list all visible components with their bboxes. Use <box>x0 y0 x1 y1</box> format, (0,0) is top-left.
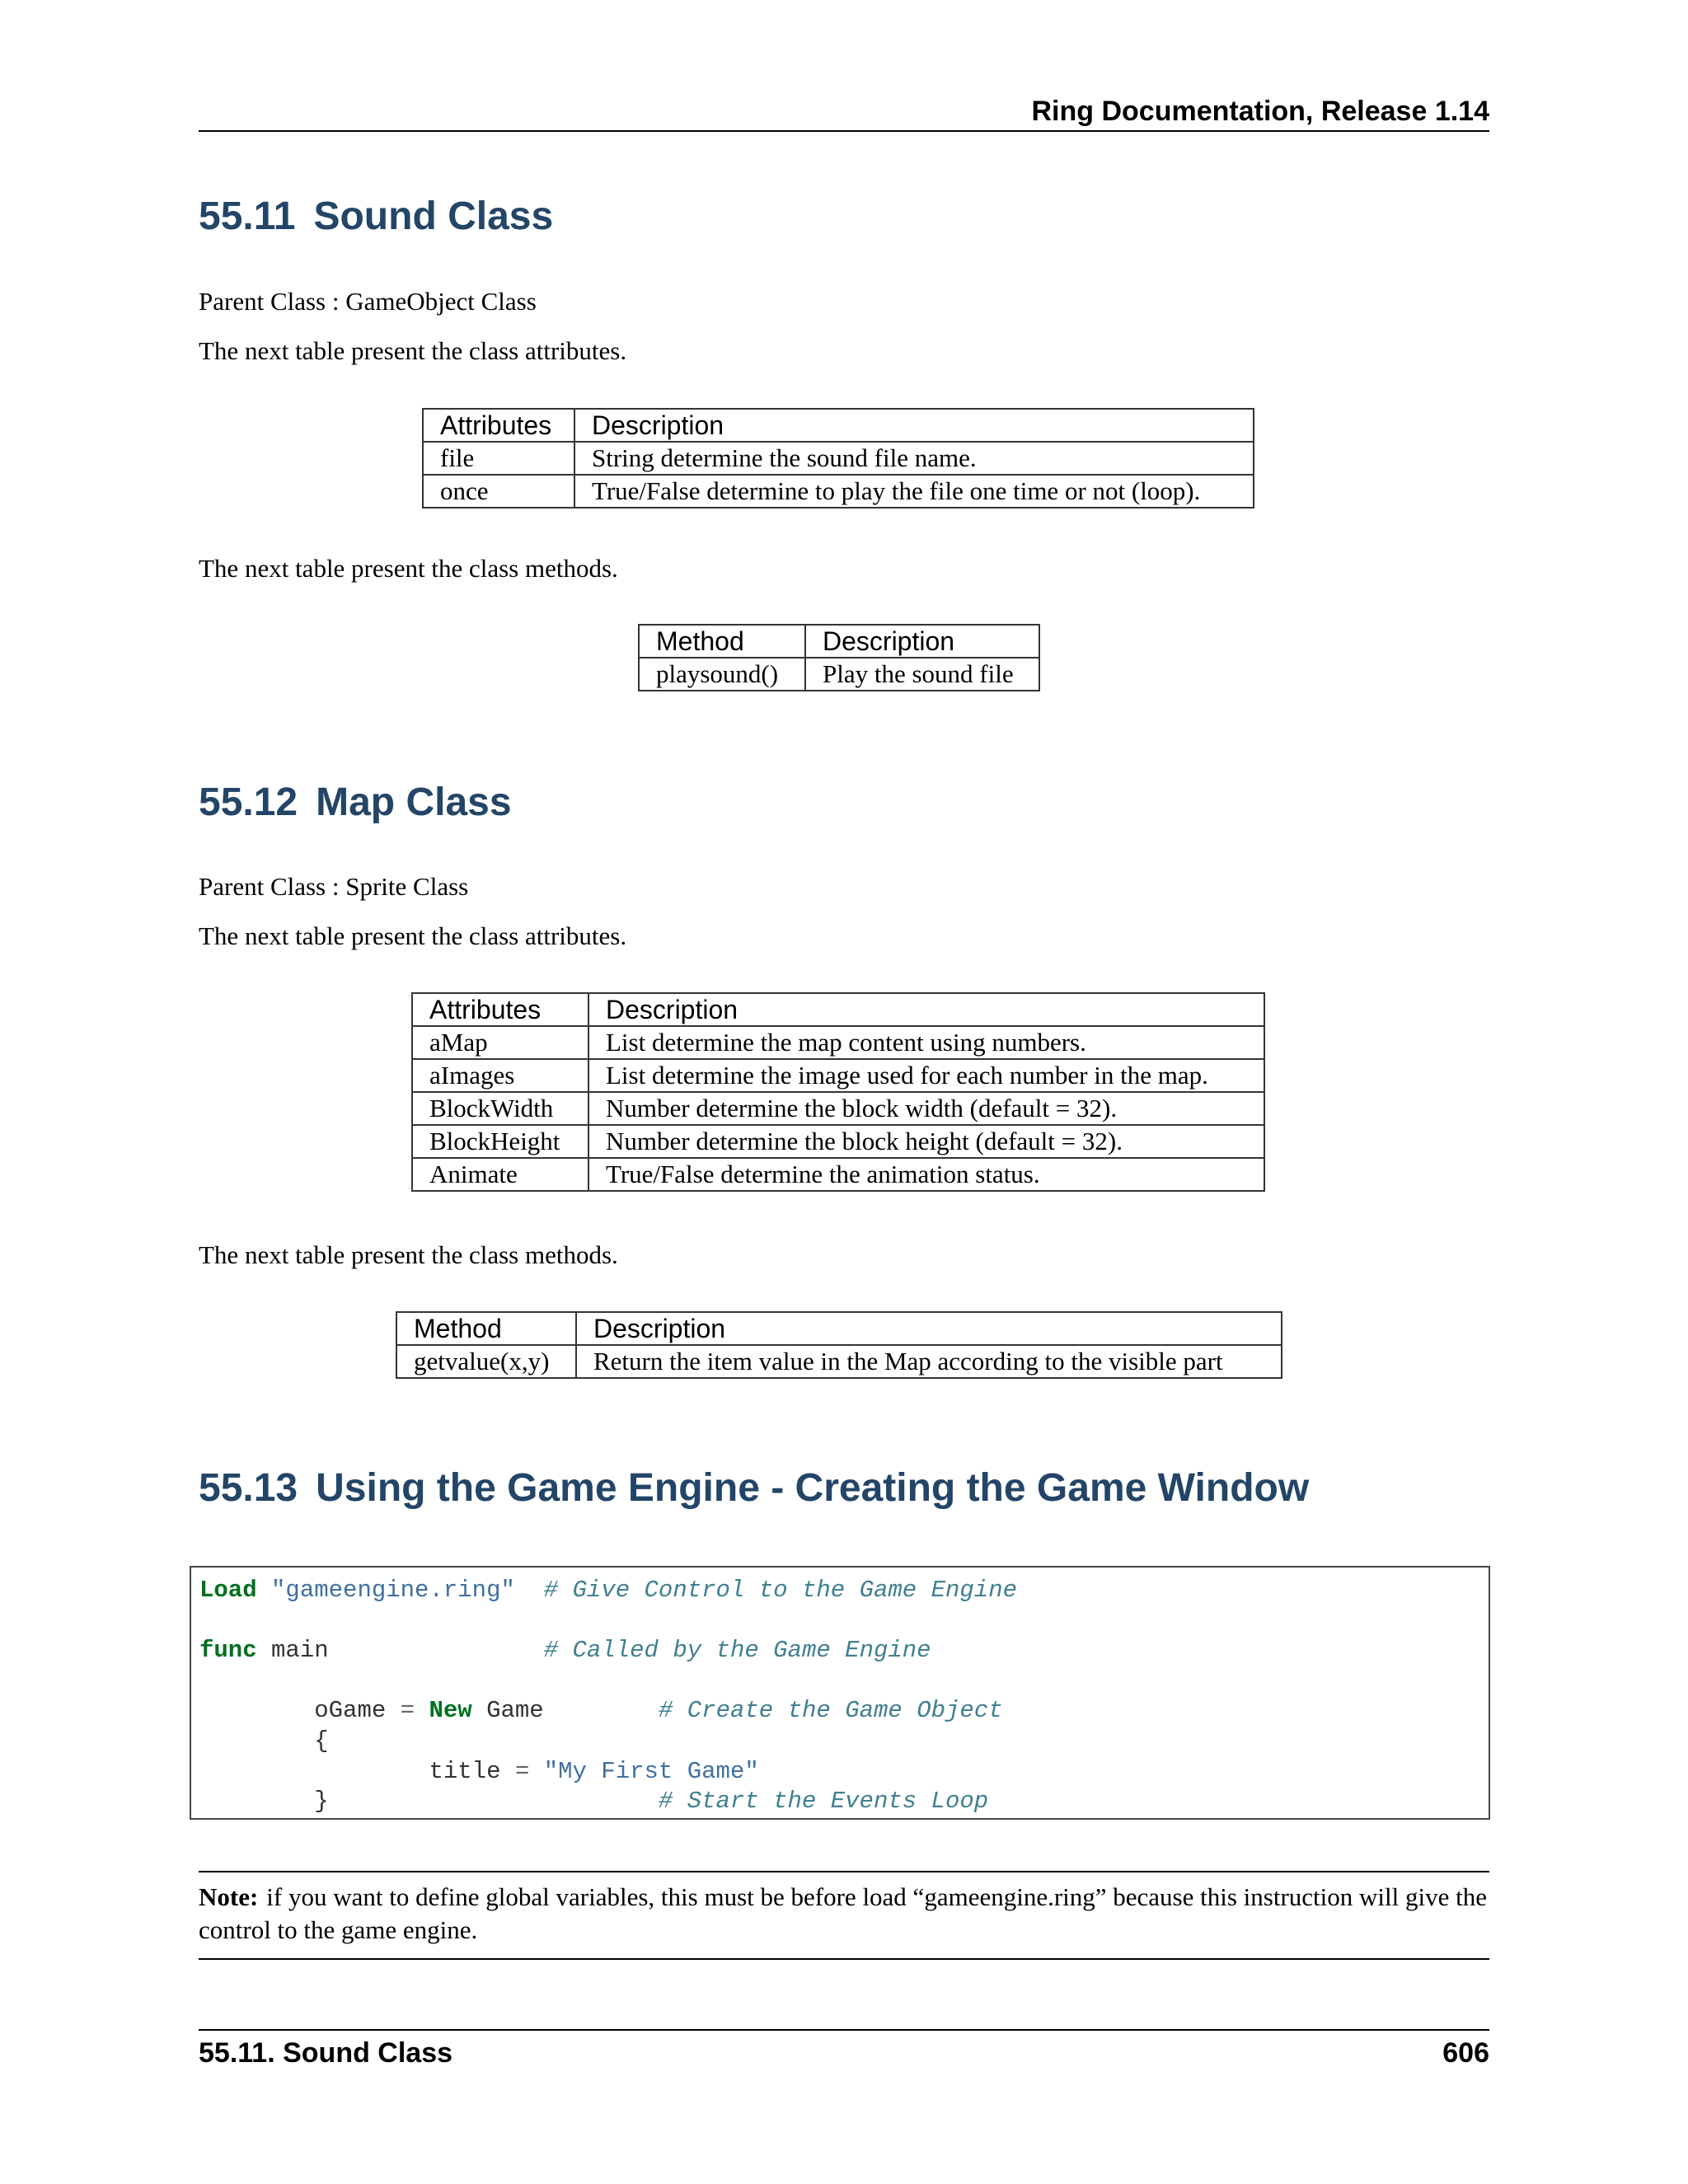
sound-methods-table <box>638 624 1040 691</box>
attribute-description: Number determine the block width (default = 32). <box>588 1092 1264 1125</box>
code-operator: = <box>400 1697 415 1725</box>
table-row <box>412 1125 1264 1158</box>
map-methods-table <box>396 1311 1282 1379</box>
method-name: playsound() <box>639 658 805 691</box>
table-row <box>639 658 1039 691</box>
method-name: getvalue(x,y) <box>396 1345 576 1378</box>
section-heading-game-engine <box>199 1465 1309 1511</box>
code-comment: # Create the Game Object <box>658 1697 1003 1725</box>
note-box <box>199 1871 1489 1960</box>
footer-section: 55.11. Sound Class <box>199 2037 453 2069</box>
method-description: Play the sound file <box>805 658 1039 691</box>
section-title: Sound Class <box>313 194 554 238</box>
map-attributes-intro: The next table present the class attributes. <box>199 921 627 950</box>
sound-methods-intro: The next table present the class methods. <box>199 554 618 583</box>
map-methods-intro: The next table present the class methods. <box>199 1240 618 1269</box>
method-description: Return the item value in the Map according to the visible part <box>576 1345 1282 1378</box>
code-identifier: main <box>271 1637 329 1665</box>
table-row <box>423 442 1254 475</box>
section-number: 55.11 <box>199 194 296 238</box>
section-number: 55.13 <box>199 1466 298 1510</box>
note-text: if you want to define global variables, this must be before load “gameengine.ring” because this instruction will give the control to the game engine. <box>199 1882 1487 1944</box>
attribute-description: Number determine the block height (default = 32). <box>588 1125 1264 1158</box>
column-header: Description <box>574 409 1254 442</box>
code-string: "My First Game" <box>543 1757 759 1785</box>
code-line <box>199 1576 1480 1606</box>
code-line <box>199 1636 1480 1666</box>
code-line <box>199 1757 1480 1788</box>
code-line <box>199 1666 1480 1697</box>
column-header: Attributes <box>423 409 574 442</box>
sound-parent-class: Parent Class : GameObject Class <box>199 287 537 316</box>
column-header: Method <box>639 625 805 658</box>
map-parent-class: Parent Class : Sprite Class <box>199 872 469 901</box>
section-title: Map Class <box>316 780 512 824</box>
section-number: 55.12 <box>199 780 298 824</box>
column-header: Method <box>396 1312 576 1345</box>
code-string: "gameengine.ring" <box>271 1577 515 1604</box>
attribute-name: file <box>423 442 574 475</box>
table-header-row <box>396 1312 1282 1345</box>
code-comment: # Start the Events Loop <box>658 1788 989 1816</box>
note-label: Note: <box>199 1882 259 1911</box>
code-keyword: Load <box>199 1577 257 1604</box>
running-header: Ring Documentation, Release 1.14 <box>199 92 1489 132</box>
table-header-row <box>412 993 1264 1026</box>
sound-attributes-table <box>422 408 1254 509</box>
table-header-row <box>423 409 1254 442</box>
table-header-row <box>639 625 1039 658</box>
table-row <box>412 1158 1264 1191</box>
attribute-name: BlockHeight <box>412 1125 588 1158</box>
running-footer <box>199 2029 1489 2069</box>
table-row <box>412 1059 1264 1092</box>
code-keyword: func <box>199 1637 257 1665</box>
code-identifier: Game <box>486 1697 544 1725</box>
code-comment: # Called by the Game Engine <box>543 1637 931 1665</box>
sound-attributes-intro: The next table present the class attributes. <box>199 336 627 365</box>
table-row <box>412 1026 1264 1059</box>
table-row <box>396 1345 1282 1378</box>
code-brace: } <box>314 1788 329 1816</box>
code-line <box>199 1727 1480 1757</box>
page-number: 606 <box>1442 2037 1489 2069</box>
code-identifier: title <box>429 1757 501 1785</box>
code-keyword: New <box>429 1697 472 1725</box>
section-heading-map-class <box>199 780 512 825</box>
section-title: Using the Game Engine - Creating the Game Window <box>316 1466 1310 1510</box>
attribute-description: True/False determine to play the file one time or not (loop). <box>574 475 1254 508</box>
map-attributes-table <box>411 992 1265 1192</box>
column-header: Description <box>588 993 1264 1026</box>
attribute-name: Animate <box>412 1158 588 1191</box>
code-block <box>190 1566 1490 1820</box>
column-header: Description <box>576 1312 1282 1345</box>
column-header: Attributes <box>412 993 588 1026</box>
attribute-name: BlockWidth <box>412 1092 588 1125</box>
table-row <box>423 475 1254 508</box>
code-comment: # Give Control to the Game Engine <box>543 1577 1017 1604</box>
code-line <box>199 1696 1480 1727</box>
attribute-name: aImages <box>412 1059 588 1092</box>
attribute-name: once <box>423 475 574 508</box>
code-operator: = <box>514 1757 530 1785</box>
attribute-description: List determine the image used for each number in the map. <box>588 1059 1264 1092</box>
table-row <box>412 1092 1264 1125</box>
code-line <box>199 1606 1480 1637</box>
code-line <box>199 1787 1480 1817</box>
code-brace: { <box>314 1727 329 1755</box>
section-heading-sound-class <box>199 194 553 239</box>
column-header: Description <box>805 625 1039 658</box>
code-identifier: oGame <box>314 1697 387 1725</box>
attribute-description: List determine the map content using numbers. <box>588 1026 1264 1059</box>
attribute-name: aMap <box>412 1026 588 1059</box>
attribute-description: String determine the sound file name. <box>574 442 1254 475</box>
attribute-description: True/False determine the animation status. <box>588 1158 1264 1191</box>
